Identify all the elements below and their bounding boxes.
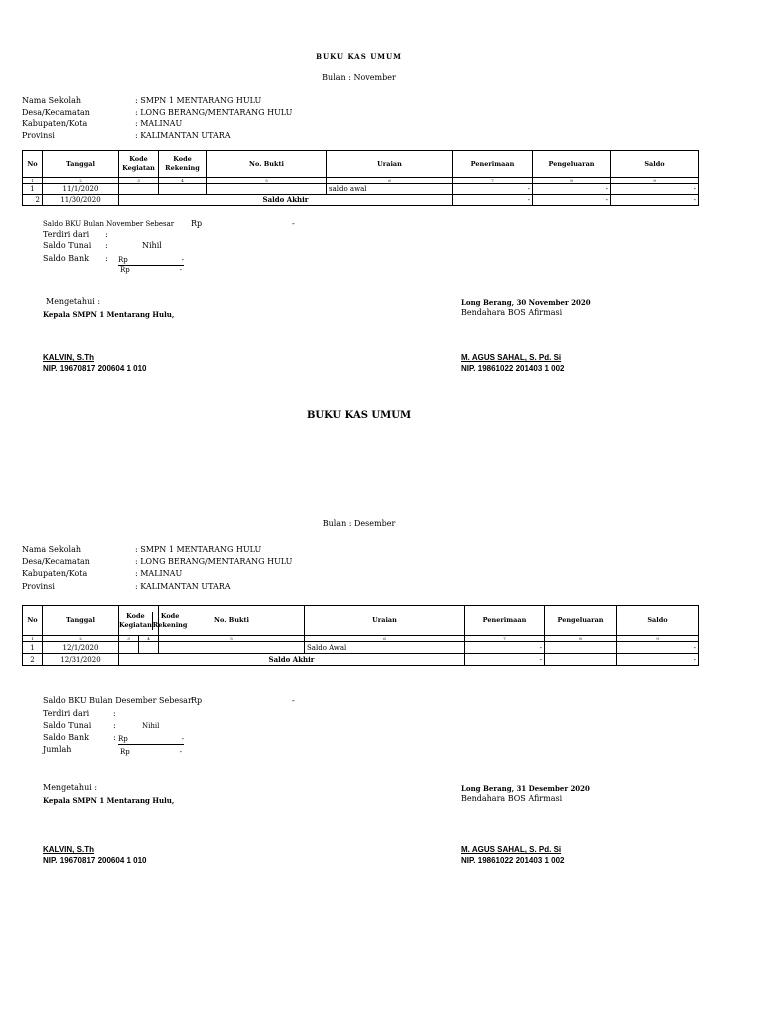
info-label-school: Nama Sekolah (22, 545, 82, 554)
col-num: 1 (23, 636, 43, 642)
section2-saldo-rp: Rp (191, 696, 203, 705)
section1-terdiri: Terdiri dari (43, 230, 90, 239)
section1-right-signer-nip: NIP. 19861022 201403 1 002 (461, 364, 565, 373)
cell-kode-rekening (159, 184, 207, 195)
col-num: 5 (159, 636, 305, 642)
section1-info-labels (22, 95, 90, 141)
cell-no: 1 (23, 184, 43, 195)
cell-no: 2 (23, 654, 43, 666)
section1-bank-line (118, 256, 184, 266)
cell-penerimaan: - (465, 642, 545, 654)
col-num: 1 (23, 178, 43, 184)
col-header-no-bukti: No. Bukti (159, 606, 305, 636)
info-value-province: : KALIMANTAN UTARA (135, 130, 231, 140)
col-num: 6 (327, 178, 453, 184)
section1-table (22, 150, 699, 206)
section2-bank-rp: Rp (118, 735, 128, 743)
section1-info-values (135, 95, 292, 141)
section1-tunai-label: Saldo Tunai (43, 241, 92, 250)
section1-total-dash: - (179, 266, 182, 274)
col-num: 5 (207, 178, 327, 184)
section1-saldo-dash: - (292, 219, 295, 228)
table-header-row (23, 606, 699, 636)
section1-tunai-value: Nihil (142, 241, 162, 250)
section2-jumlah-dash: - (179, 748, 182, 756)
section1-bendahara: Bendahara BOS Afirmasi (461, 308, 563, 317)
section2-saldo-dash: - (292, 696, 295, 705)
col-header-tanggal: Tanggal (43, 151, 119, 178)
cell-pengeluaran (545, 654, 617, 666)
info-label-village: Desa/Kecamatan (22, 107, 90, 117)
cell-tanggal: 12/1/2020 (43, 642, 119, 654)
col-header-penerimaan: Penerimaan (465, 606, 545, 636)
info-label-province: Provinsi (22, 581, 55, 591)
section1-kepala: Kepala SMPN 1 Mentarang Hulu, (43, 310, 175, 319)
cell-pengeluaran: - (533, 195, 611, 206)
info-value-regency: : MALINAU (135, 569, 183, 579)
col-header-no: No (23, 151, 43, 178)
section2-jumlah-rp: Rp (120, 748, 130, 756)
section1-bank-rp: Rp (118, 256, 128, 264)
col-num: 3 (119, 636, 139, 642)
col-num: 2 (43, 636, 119, 642)
section2-table (22, 605, 699, 666)
cell-saldo-akhir: Saldo Akhir (119, 654, 465, 666)
cell-saldo: - (617, 654, 699, 666)
info-label-village: Desa/Kecamatan (22, 557, 90, 567)
cell-uraian: Saldo Awal (305, 642, 465, 654)
cell-kode-kegiatan (119, 642, 139, 654)
section2-month: Bulan : Desember (322, 519, 396, 528)
table-row (23, 654, 699, 666)
section2-bank-colon: : (113, 733, 116, 742)
cell-no-bukti (159, 642, 305, 654)
col-header-penerimaan: Penerimaan (453, 151, 533, 178)
section2-bank-label: Saldo Bank (43, 733, 89, 742)
section2-bank-dash: - (181, 735, 184, 743)
col-num: 9 (617, 636, 699, 642)
info-value-village: : LONG BERANG/MENTARANG HULU (135, 557, 293, 567)
section1-month: Bulan : November (322, 73, 396, 82)
cell-no-bukti (207, 184, 327, 195)
col-num: 6 (305, 636, 465, 642)
cell-tanggal: 11/1/2020 (43, 184, 119, 195)
table-row (23, 184, 699, 195)
cell-saldo: - (611, 184, 699, 195)
cell-pengeluaran: - (533, 184, 611, 195)
cell-penerimaan: - (453, 184, 533, 195)
section2-kepala: Kepala SMPN 1 Mentarang Hulu, (43, 796, 175, 805)
col-num: 4 (139, 636, 159, 642)
section1-total-rp: Rp (120, 266, 130, 274)
info-label-school: Nama Sekolah (22, 96, 82, 105)
cell-saldo: - (611, 195, 699, 206)
col-header-kode-kegiatan: Kode Kegiatan (119, 611, 152, 629)
col-num: 9 (611, 178, 699, 184)
section1-right-signer-name: M. AGUS SAHAL, S. Pd. Si (461, 353, 562, 362)
table-row (23, 195, 699, 206)
section2-tunai-label: Saldo Tunai (43, 721, 92, 730)
table-row (23, 642, 699, 654)
section1-place-date: Long Berang, 30 November 2020 (461, 298, 591, 307)
section1-terdiri-colon: : (105, 230, 108, 239)
table-header-row (23, 151, 699, 178)
section1-tunai-colon: : (105, 241, 108, 250)
info-value-school: : SMPN 1 MENTARANG HULU (135, 96, 262, 105)
cell-saldo: - (617, 642, 699, 654)
col-num: 2 (43, 178, 119, 184)
section2-place-date: Long Berang, 31 Desember 2020 (461, 784, 590, 793)
info-value-village: : LONG BERANG/MENTARANG HULU (135, 107, 293, 117)
cell-pengeluaran (545, 642, 617, 654)
col-header-no: No (23, 606, 43, 636)
cell-saldo-akhir: Saldo Akhir (119, 195, 453, 206)
section1-mengetahui: Mengetahui : (46, 297, 101, 306)
cell-tanggal: 12/31/2020 (43, 654, 119, 666)
col-header-kode-kegiatan: Kode Kegiatan (119, 151, 159, 178)
section2-tunai-value: Nihil (142, 722, 160, 730)
section1-left-signer-name: KALVIN, S.Th (43, 353, 94, 362)
cell-no: 1 (23, 642, 43, 654)
section2-left-signer-nip: NIP. 19670817 200604 1 010 (43, 856, 147, 865)
cell-no: 2 (23, 195, 43, 206)
section1-saldo-rp: Rp (191, 219, 203, 228)
section2-mengetahui: Mengetahui : (43, 783, 98, 792)
col-num: 4 (159, 178, 207, 184)
section1-bank-label: Saldo Bank (43, 254, 89, 263)
section2-info-labels (22, 544, 90, 593)
info-value-school: : SMPN 1 MENTARANG HULU (135, 545, 262, 554)
section1-bank-colon: : (105, 254, 108, 263)
info-value-province: : KALIMANTAN UTARA (135, 581, 231, 591)
col-header-pengeluaran: Pengeluaran (533, 151, 611, 178)
col-header-kode-rekening: Kode Rekening (159, 151, 207, 178)
info-label-regency: Kabupaten/Kota (22, 119, 88, 128)
section2-saldo-line: Saldo BKU Bulan Desember Sebesar (43, 696, 192, 705)
section2-right-signer-nip: NIP. 19861022 201403 1 002 (461, 856, 565, 865)
cell-penerimaan: - (465, 654, 545, 666)
col-header-saldo: Saldo (611, 151, 699, 178)
cell-kode-rekening (139, 642, 159, 654)
section1-saldo-line: Saldo BKU Bulan November Sebesar (43, 220, 175, 228)
section2-jumlah-line (120, 748, 182, 756)
col-num: 7 (465, 636, 545, 642)
section2-terdiri: Terdiri dari (43, 709, 90, 718)
col-header-uraian: Uraian (305, 606, 465, 636)
cell-penerimaan: - (453, 195, 533, 206)
section2-bank-line (118, 735, 184, 745)
col-header-tanggal: Tanggal (43, 606, 119, 636)
section2-tunai-colon: : (113, 721, 116, 730)
col-header-kode-rekening: Kode Rekening (152, 611, 188, 629)
section2-jumlah-label: Jumlah (43, 745, 72, 754)
section1-title: BUKU KAS UMUM (316, 52, 402, 61)
info-label-regency: Kabupaten/Kota (22, 569, 88, 579)
section2-right-signer-name: M. AGUS SAHAL, S. Pd. Si (461, 845, 562, 854)
col-header-pengeluaran: Pengeluaran (545, 606, 617, 636)
col-header-saldo: Saldo (617, 606, 699, 636)
cell-uraian: saldo awal (327, 184, 453, 195)
cell-kode-kegiatan (119, 184, 159, 195)
section1-bank-dash: - (181, 256, 184, 264)
info-value-regency: : MALINAU (135, 119, 183, 128)
col-header-kode-group (119, 606, 188, 636)
col-num: 8 (533, 178, 611, 184)
col-header-uraian: Uraian (327, 151, 453, 178)
section1-left-signer-nip: NIP. 19670817 200604 1 010 (43, 364, 147, 373)
col-num: 8 (545, 636, 617, 642)
section2-bendahara: Bendahara BOS Afirmasi (461, 794, 563, 803)
section2-terdiri-colon: : (113, 709, 116, 718)
col-num: 3 (119, 178, 159, 184)
section2-title: BUKU KAS UMUM (306, 410, 412, 421)
info-label-province: Provinsi (22, 130, 55, 140)
section1-total-line (120, 266, 182, 274)
col-num: 7 (453, 178, 533, 184)
cell-tanggal: 11/30/2020 (43, 195, 119, 206)
section2-left-signer-name: KALVIN, S.Th (43, 845, 94, 854)
section2-info-values (135, 544, 292, 593)
col-header-no-bukti: No. Bukti (207, 151, 327, 178)
